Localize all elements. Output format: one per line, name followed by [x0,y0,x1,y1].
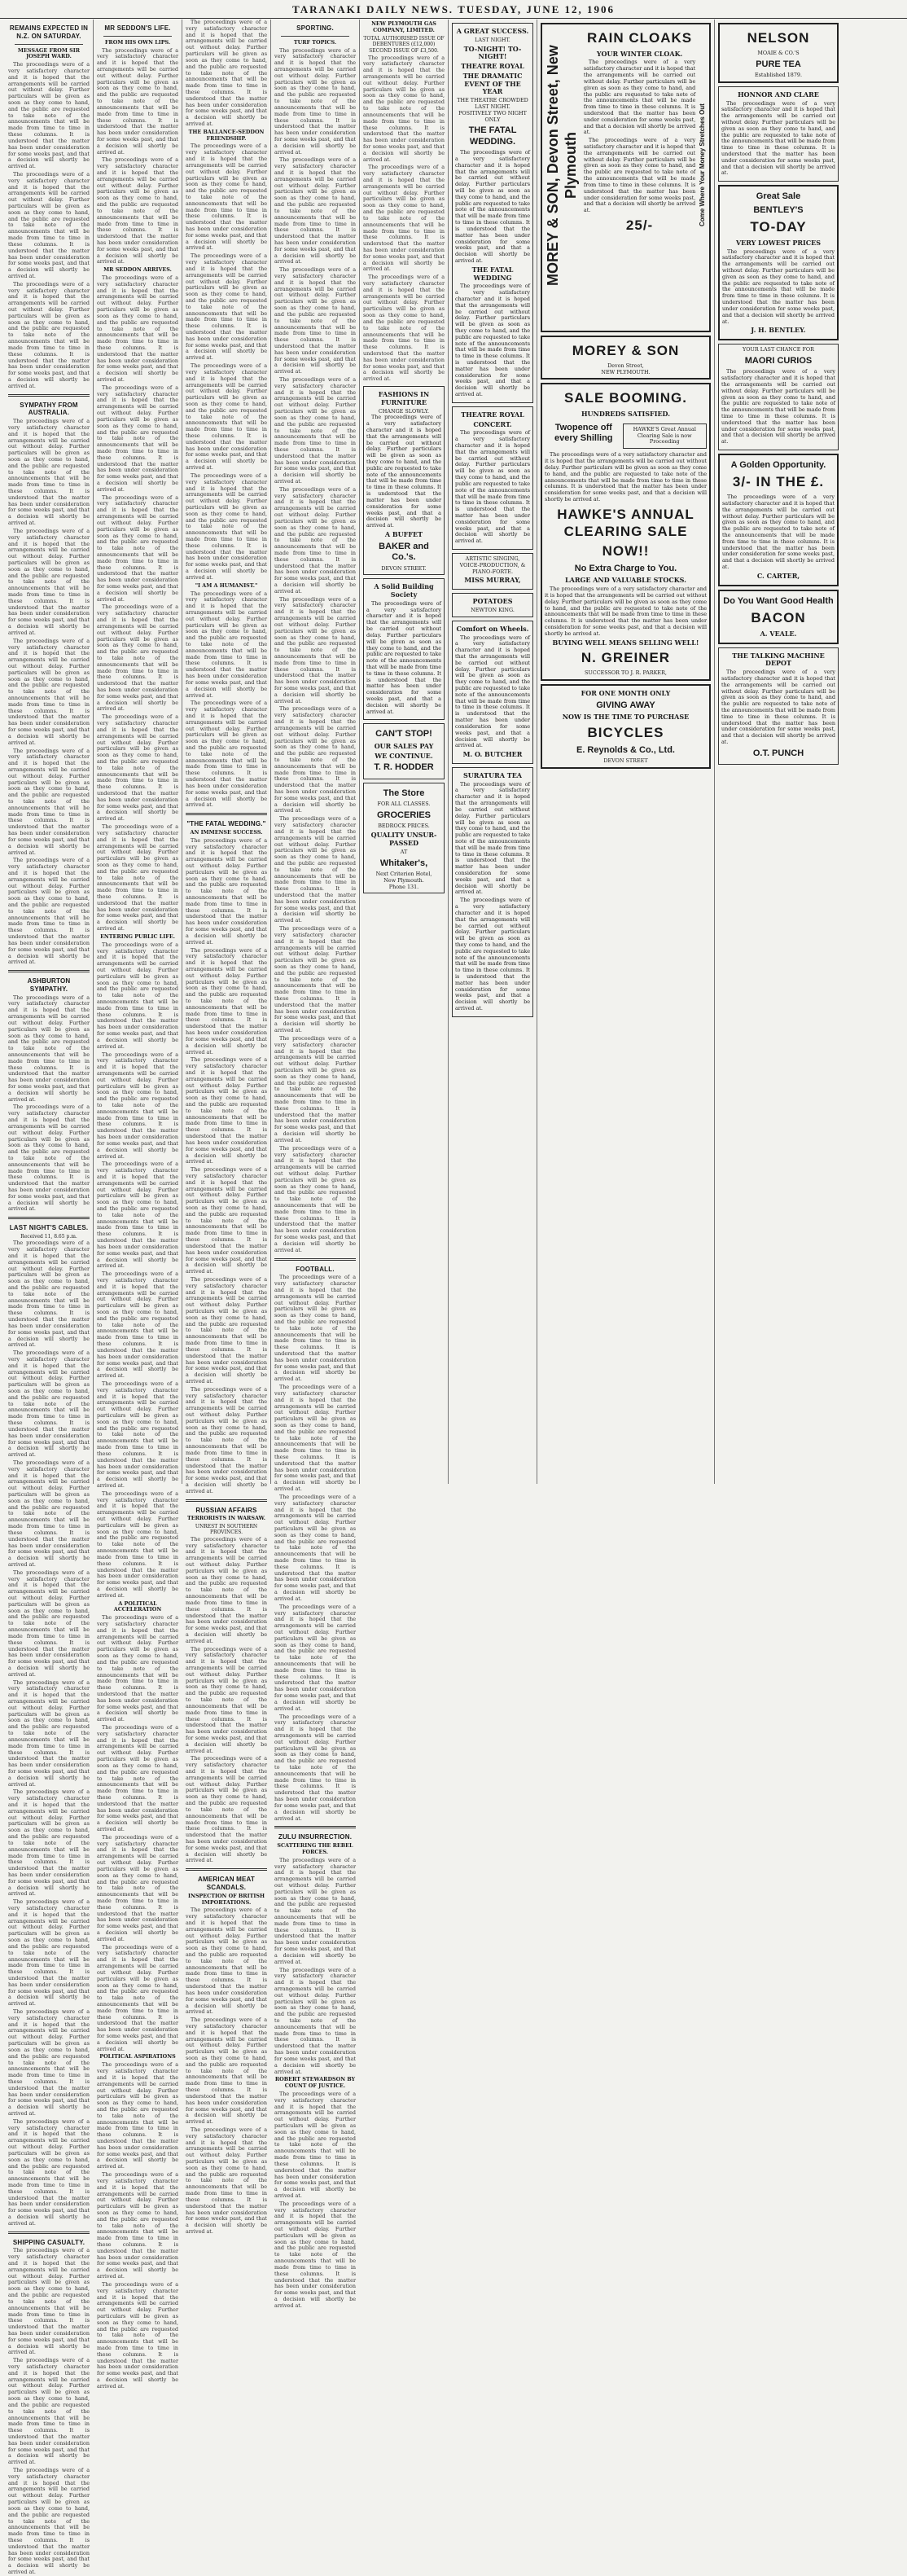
fatal-wedding: THE FATAL WEDDING. [468,125,517,147]
paragraph: The proceedings were of a very satisfactory character and it is hoped that the arrangements will be carried out without delay. Further particulars will be given as soon as they come to hand, and the public are requested to take note of the announcements that will be made from time to time in these columns. It is understood that the matter has been under consideration for some weeks past, and that a decision will shortly be arrived at. [8,1679,90,1788]
gas-debentures: TOTAL AUTHORISED ISSUE OF DEBENTURES (£12,000) [363,35,445,47]
paragraph: The proceedings were of a very satisfactory character and it is hoped that the arrangements will be carried out without delay. Further particulars will be given as soon as they come to hand, and the public are requested to take note of the announcements that will be made from time to time in these columns. It is understood that the matter has been under consideration for some weeks past, and that a decision will shortly be arrived at. [8,2247,90,2356]
headline-seddon-life: MR SEDDON'S LIFE. [104,24,171,32]
comfort-ad [452,621,533,764]
groceries: GROCERIES [376,810,431,820]
nelson-sub: MOAIE & CO.'S [757,49,800,56]
furniture-title: FASHIONS IN FURNITURE [378,390,430,406]
subhead-immense-success: AN IMMENSE SUCCESS. [190,828,263,836]
headline-remains: REMAINS EXPECTED IN N.Z. ON SATURDAY. [9,24,89,40]
paragraph: The proceedings were of a very satisfactory character and it is hoped that the arrangements will be carried out without delay. Further particulars will be given as soon as they come to hand, and the public are requested to take note of the announcements that will be made from time to time in these columns. It is understood that the matter has been under consideration for some weeks past, and that a decision will shortly be arrived at. [8,1349,90,1459]
subhead-turf: TURF TOPICS. [293,38,337,46]
potatoes: POTATOES [472,597,513,606]
article-body [97,48,178,266]
paragraph: The proceedings were of a very satisfactory character and it is hoped that the arrangements will be carried out without delay. Further particulars will be given as soon as they come to hand, and the public are requested to take note of the announcements that will be made from time to time in these columns. It is understood that the matter has been under consideration for some weeks past, and that a decision will shortly be arrived at. [97,941,178,1050]
hawke-box: HAWKE'S Great Annual Clearing Sale is now Proceeding [623,423,708,449]
hawke-annual: HAWKE'S ANNUAL CLEARING SALE [557,506,694,539]
article-body [186,838,267,1495]
maori-ad [718,344,839,450]
rain-cloaks: RAIN CLOAKS [587,30,693,46]
theatre-crowded: THE THEATRE CROWDED LAST NIGHT. [457,97,528,110]
divider [186,1868,267,1871]
article-body [274,1858,356,2076]
paragraph: The proceedings were of a very satisfactory character and it is hoped that the arrangements will be carried out without delay. Further particulars will be given as soon as they come to hand, and the public are requested to take note of the announcements that will be made from time to time in these columns. It is understood that the matter has been under consideration for some weeks past, and that a decision will shortly be arrived at. [97,384,178,493]
nelson-tea-ad [718,23,839,83]
subhead-terrorists: TERRORISTS IN WARSAW. [186,1515,266,1522]
honnor: HONNOR AND CLARE [738,90,819,99]
paragraph: The proceedings were of a very satisfactory character and it is hoped that the arrangements will be carried out without delay. Further particulars will be given as soon as they come to hand, and the public are requested to take note of the announcements that will be made from time to time in these columns. It is understood that the matter has been under consideration for some weeks past, and that a decision will shortly be arrived at. [274,925,356,1034]
column-8 [715,20,842,1484]
paragraph: The proceedings were of a very satisfactory character and it is hoped that the arrangements will be carried out without delay. Further particulars will be given as soon as they come to hand, and the public are requested to take note of the announcements that will be made from time to time in these columns. It is understood that the matter has been under consideration for some weeks past, and that a decision will shortly be arrived at. [274,705,356,814]
paragraph: The proceedings were of a very satisfactory character and it is hoped that the arrangements will be carried out without delay. Further particulars will be given as soon as they come to hand, and the public are requested to take note of the announcements that will be made from time to time in these columns. It is understood that the matter has been under consideration for some weeks past, and that a decision will shortly be arrived at. [97,2061,178,2170]
column-5 [360,20,449,1484]
column-1 [5,20,94,2575]
bacon-ad [718,590,839,644]
article-body [274,1275,356,1822]
paragraph: The proceedings were of a very satisfactory character and it is hoped that the arrangements will be carried out without delay. Further particulars will be given as soon as they come to hand, and the public are requested to take note of the announcements that will be made from time to time in these columns. It is understood that the matter has been under consideration for some weeks past, and that a decision will shortly be arrived at. [8,994,90,1103]
newspaper-page [5,19,904,2575]
morey-slogan: Come Where Your Money Stretches Out [699,103,707,227]
paragraph: The proceedings were of a very satisfactory character and it is hoped that the arrangements will be carried out without delay. Further particulars will be given as soon as they come to hand, and the public are requested to take note of the announcements that will be made from time to time in these columns. It is understood that the matter has been under consideration for some weeks past, and that a decision will shortly be arrived at. [274,595,356,704]
column-7-wide [537,20,715,1484]
subhead-unrest: UNREST IN SOUTHERN PROVINCES. [195,1524,258,1536]
morey-son: MOREY & SON [572,343,680,358]
column-4 [271,20,360,2309]
paragraph: The proceedings were of a very satisfactory character and it is hoped that the arrangements will be carried out without delay. Further particulars will be given as soon as they come to hand, and the public are requested to take note of the announcements that will be made from time to time in these columns. It is understood that the matter has been under consideration for some weeks past, and that a decision will shortly be arrived at. [186,362,267,472]
divider [8,2232,90,2234]
buffet-label: A BUFFET [384,529,423,538]
paragraph: The proceedings were of a very satisfactory character and it is hoped that the arrangements will be carried out without delay. Further particulars will be given as soon as they come to hand, and the public are requested to take note of the announcements that will be made from time to time in these columns. It is understood that the matter has been under consideration for some weeks past, and that a decision will shortly be arrived at. [8,418,90,527]
paragraph: The proceedings were of a very satisfactory character and it is hoped that the arrangements will be carried out without delay. Further particulars will be given as soon as they come to hand, and the public are requested to take note of the announcements that will be made from time to time in these columns. It is understood that the matter has been under consideration for some weeks past, and that a decision will shortly be arrived at. [274,1603,356,1712]
subhead-acceleration: A POLITICAL ACCELERATION [113,1600,162,1613]
article-body [8,995,90,1213]
paragraph: The proceedings were of a very satisfactory character and it is hoped that the arrangements will be carried out without delay. Further particulars will be given as soon as they come to hand, and the public are requested to take note of the announcements that will be made from time to time in these columns. It is understood that the matter has been under consideration for some weeks past, and that a decision will shortly be arrived at. [97,2280,178,2389]
miss-murray: MISS MURRAY, [464,576,521,585]
bicycles: BICYCLES [587,724,664,740]
tonight: TO-NIGHT! TO-NIGHT! [463,44,522,61]
concert-ad [452,406,533,550]
paragraph: The proceedings were of a very satisfactory character and it is hoped that the arrangements will be carried out without delay. Further particulars will be given as soon as they come to hand, and the public are requested to take note of the announcements that will be made from time to time in these columns. It is understood that the matter has been under consideration for some weeks past, and that a decision will shortly be arrived at. [455,634,530,749]
good-health: Do You Want Good Health [723,595,834,606]
dramatic-event: THE DRAMATIC EVENT OF THE YEAR [462,71,523,96]
divider [281,36,349,37]
headline-ashburton: ASHBURTON SYMPATHY. [27,977,71,993]
article-body [8,2248,90,2575]
paragraph: The proceedings were of a very satisfactory character and it is hoped that the arrangements will be carried out without delay. Further particulars will be given as soon as they come to hand, and the public are requested to take note of the announcements that will be made from time to time in these columns. It is understood that the matter has been under consideration for some weeks past, and that a decision will shortly be arrived at. [274,46,356,156]
fatal-wedding-2: THE FATAL WEDDING [471,265,514,282]
carter-ad [718,454,839,586]
subhead-humanist: "I AM A HUMANIST." [195,581,258,589]
sales-pay: OUR SALES PAY [374,741,434,750]
paragraph: The proceedings were of a very satisfactory character and it is hoped that the arrangements will be carried out without delay. Further particulars will be given as soon as they come to hand, and the public are requested to take note of the announcements that will be made from time to time in these columns. It is understood that the matter has been under consideration for some weeks past, and that a decision will shortly be arrived at. [455,283,530,398]
greiner-sub: SUCCESSOR TO J. R. PARKER, [585,669,667,677]
lowest-prices: VERY LOWEST PRICES [735,238,822,247]
divider [8,394,90,397]
no-extra-charge: No Extra Charge to You. [574,563,677,573]
paragraph: The proceedings were of a very satisfactory character and it is hoped that the arrangements will be carried out without delay. Further particulars will be given as soon as they come to hand, and the public are requested to take note of the announcements that will be made from time to time in these columns. It is understood that the matter has been under consideration for some weeks past, and that a decision will shortly be arrived at. [583,137,696,214]
morey-vertical: MOREY & SON, Devon Street, New Plymouth [545,45,579,286]
column-6 [449,20,537,1484]
paragraph: The proceedings were of a very satisfactory character and it is hoped that the arrangements will be carried out without delay. Further particulars will be given as soon as they come to hand, and the public are requested to take note of the announcements that will be made from time to time in these columns. It is understood that the matter has been under consideration for some weeks past, and that a decision will shortly be arrived at. [8,1898,90,2008]
divider [274,1826,356,1828]
divider [274,1258,356,1261]
paragraph: The proceedings were of a very satisfactory character and it is hoped that the arrangements will be carried out without delay. Further particulars will be given as soon as they come to hand, and the public are requested to take note of the announcements that will be made from time to time in these columns. It is understood that the matter has been under consideration for some weeks past, and that a decision will shortly be arrived at. [455,429,530,545]
morey-layout [545,27,707,304]
subhead-aspirations: POLITICAL ASPIRATIONS [99,2053,176,2060]
pure-tea: PURE TEA [756,59,801,69]
morey-center [581,27,699,304]
furniture-sub: CHANGE SLOWLY. [378,407,430,415]
headline-russian-affairs: RUSSIAN AFFAIRS [195,1506,257,1514]
hundreds-satisfied: HUNDREDS SATISFIED. [581,410,670,419]
paragraph: The proceedings were of a very satisfactory character and it is hoped that the arrangements will be carried out without delay. Further particulars will be given as soon as they come to hand, and the public are requested to take note of the announcements that will be made from time to time in these columns. It is understood that the matter has been under consideration for some weeks past, and that a decision will shortly be arrived at. [366,599,441,715]
newton-king: NEWTON KING. [471,606,515,613]
paragraph: The proceedings were of a very satisfactory character and it is hoped that the arrangements will be carried out without delay. Further particulars will be given as soon as they come to hand, and the public are requested to take note of the announcements that will be made from time to time in these columns. It is understood that the matter has been under consideration for some weeks past, and that a decision will shortly be arrived at. [97,1724,178,1832]
potatoes-ad [452,593,533,617]
paragraph: The proceedings were of a very satisfactory character and it is hoped that the arrangements will be carried out without delay. Further particulars will be given as soon as they come to hand, and the public are requested to take note of the announcements that will be made from time to time in these columns. It is understood that the matter has been under consideration for some weeks past, and that a decision will shortly be arrived at. [8,1459,90,1568]
we-continue: WE CONTINUE. [375,751,433,760]
store-at: AT [400,848,408,855]
paragraph: The proceedings were of a very satisfactory character and it is hoped that the arrangements will be carried out without delay. Further particulars will be given as soon as they come to hand, and the public are requested to take note of the announcements that will be made from time to time in these columns. It is understood that the matter has been under consideration for some weeks past, and that a decision will shortly be arrived at. [274,376,356,485]
butcher: M. O. BUTCHER [462,750,523,759]
paragraph: The proceedings were of a very satisfactory character and it is hoped that the arrangements will be carried out without delay. Further particulars will be given as soon as they come to hand, and the public are requested to take note of the announcements that will be made from time to time in these columns. It is understood that the matter has been under consideration for some weeks past, and that a decision will shortly be arrived at. [8,527,90,636]
paragraph: The proceedings were of a very satisfactory character and it is hoped that the arrangements will be carried out without delay. Further particulars will be given as soon as they come to hand, and the public are requested to take note of the announcements that will be made from time to time in these columns. It is understood that the matter has been under consideration for some weeks past, and that a decision will shortly be arrived at. [721,99,835,177]
concert: CONCERT. [473,419,512,428]
column-2 [94,20,182,2389]
paragraph: The proceedings were of a very satisfactory character and it is hoped that the arrangements will be carried out without delay. Further particulars will be given as soon as they come to hand, and the public are requested to take note of the announcements that will be made from time to time in these columns. It is understood that the matter has been under consideration for some weeks past, and that a decision will shortly be arrived at. [274,1713,356,1822]
tea-ad [452,767,533,1017]
large-stocks: LARGE AND VALUABLE STOCKS. [565,576,686,585]
gas-company-heading: NEW PLYMOUTH GAS COMPANY, LIMITED. [371,20,436,33]
headline-fatal-wedding: "THE FATAL WEDDING." [186,820,266,828]
paragraph: The proceedings were of a very satisfactory character and it is hoped that the arrangements will be carried out without delay. Further particulars will be given as soon as they come to hand, and the public are requested to take note of the announcements that will be made from time to time in these columns. It is understood that the matter has been under consideration for some weeks past, and that a decision will shortly be arrived at. [97,1490,178,1599]
bedrock-prices: BEDROCK PRICES. [378,823,430,830]
now-time: NOW IS THE TIME TO PURCHASE [562,713,690,722]
reynolds-address: DEVON STREET [603,757,648,764]
paragraph: The proceedings were of a very satisfactory character and it is hoped that the arrangements will be carried out without delay. Further particulars will be given as soon as they come to hand, and the public are requested to take note of the announcements that will be made from time to time in these columns. It is understood that the matter has been under consideration for some weeks past, and that a decision will shortly be arrived at. [186,1645,267,1754]
paragraph: The proceedings were of a very satisfactory character and it is hoped that the arrangements will be carried out without delay. Further particulars will be given as soon as they come to hand, and the public are requested to take note of the announcements that will be made from time to time in these columns. It is understood that the matter has been under consideration for some weeks past, and that a decision will shortly be arrived at. [186,1385,267,1494]
subhead-own-lips: FROM HIS OWN LIPS. [104,38,171,46]
paragraph: The proceedings were of a very satisfactory character and it is hoped that the arrangements will be carried out without delay. Further particulars will be given as soon as they come to hand, and the public are requested to take note of the announcements that will be made from time to time in these columns. It is understood that the matter has been under consideration for some weeks past, and that a decision will shortly be arrived at. [8,1240,90,1349]
paragraph: The proceedings were of a very satisfactory character and it is hoped that the arrangements will be carried out without delay. Further particulars will be given as soon as they come to hand, and the public are requested to take note of the announcements that will be made from time to time in these columns. It is understood that the matter has been under consideration for some weeks past, and that a decision will shortly be arrived at. [721,368,835,445]
established: Established 1879. [754,71,803,78]
paragraph: The proceedings were of a very satisfactory character and it is hoped that the arrangements will be carried out without delay. Further particulars will be given as soon as they come to hand, and the public are requested to take note of the announcements that will be made from time to time in these columns. It is understood that the matter has been under consideration for some weeks past, and that a decision will shortly be arrived at. [274,1274,356,1383]
paragraph: The proceedings were of a very satisfactory character and it is hoped that the arrangements will be carried out without delay. Further particulars will be given as soon as they come to hand, and the public are requested to take note of the announcements that will be made from time to time in these columns. It is understood that the matter has been under consideration for some weeks past, and that a decision will shortly be arrived at. [97,1614,178,1723]
paragraph: The proceedings were of a very satisfactory character and it is hoped that the arrangements will be carried out without delay. Further particulars will be given as soon as they come to hand, and the public are requested to take note of the announcements that will be made from time to time in these columns. It is understood that the matter has been under consideration for some weeks past, and that a decision will shortly be arrived at. [97,2171,178,2280]
paragraph: The proceedings were of a very satisfactory character and it is hoped that the arrangements will be carried out without delay. Further particulars will be given as soon as they come to hand, and the public are requested to take note of the announcements that will be made from time to time in these columns. It is understood that the matter has been under consideration for some weeks past, and that a decision will shortly be arrived at. [97,1943,178,2052]
today: TO-DAY [750,219,807,235]
headline-sporting: SPORTING. [296,24,334,32]
paragraph: The proceedings were of a very satisfactory character and it is hoped that the arrangements will be carried out without delay. Further particulars will be given as soon as they come to hand, and the public are requested to take note of the announcements that will be made from time to time in these columns. It is understood that the matter has been under consideration for some weeks past, and that a decision will shortly be arrived at. [8,1104,90,1213]
paragraph: The proceedings were of a very satisfactory character and it is hoped that the arrangements will be carried out without delay. Further particulars will be given as soon as they come to hand, and the public are requested to take note of the announcements that will be made from time to time in these columns. It is understood that the matter has been under consideration for some weeks past, and that a decision will shortly be arrived at. [186,2126,267,2235]
theatre-royal: THEATRE ROYAL [461,62,524,71]
paragraph: The proceedings were of a very satisfactory character and it is hoped that the arrangements will be carried out without delay. Further particulars will be given as soon as they come to hand, and the public are requested to take note of the announcements that will be made from time to time in these columns. It is understood that the matter has been under consideration for some weeks past, and that a decision will shortly be arrived at. [274,266,356,375]
buying-well: BUYING WELL MEANS SELLING WELL! [552,638,699,647]
article-body [97,2062,178,2389]
headline-football: FOOTBALL. [296,1265,335,1273]
artistic-singing: ARTISTIC SINGING, VOICE-PRODUCTION, & PIANO-FORTE. [459,555,526,575]
paragraph: The proceedings were of a very satisfactory character and it is hoped that the arrangements will be carried out without delay. Further particulars will be given as soon as they come to hand, and the public are requested to take note of the announcements that will be made from time to time in these columns. It is understood that the matter has been under consideration for some weeks past, and that a decision will shortly be arrived at. [8,1569,90,1678]
paragraph: The proceedings were of a very satisfactory character and it is hoped that the arrangements will be carried out without delay. Further particulars will be given as soon as they come to hand, and the public are requested to take note of the announcements that will be made from time to time in these columns. It is understood that the matter has been under consideration for some weeks past, and that a decision will shortly be arrived at. [274,485,356,595]
subhead-inspection: INSPECTION OF BRITISH IMPORTATIONS. [187,1892,265,1906]
twopence: Twopence off every Shilling [554,422,613,444]
paragraph: The proceedings were of a very satisfactory character and it is hoped that the arrangements will be carried out without delay. Further particulars will be given as soon as they come to hand, and the public are requested to take note of the announcements that will be made from time to time in these columns. It is understood that the matter has been under consideration for some weeks past, and that a decision will shortly be arrived at. [97,1833,178,1942]
paragraph: The proceedings were of a very satisfactory character and it is hoped that the arrangements will be carried out without delay. Further particulars will be given as soon as they come to hand, and the public are requested to take note of the announcements that will be made from time to time in these columns. It is understood that the matter has been under consideration for some weeks past, and that a decision will shortly be arrived at. [8,2117,90,2227]
paragraph: The proceedings were of a very satisfactory character and it is hoped that the arrangements will be carried out without delay. Further particulars will be given as soon as they come to hand, and the public are requested to take note of the announcements that will be made from time to time in these columns. It is understood that the matter has been under consideration for some weeks past, and that a decision will shortly be arrived at. [274,1856,356,1965]
last-chance: YOUR LAST CHANCE FOR [743,346,814,353]
subhead-stewardson: ROBERT STEWARDSON BY COUNT OF JUSTICE. [274,2076,356,2090]
morey-cloak-ad [541,23,711,332]
headline-sympathy: SYMPATHY FROM AUSTRALIA. [20,401,78,417]
paragraph: The proceedings were of a very satisfactory character and it is hoped that the arrangements will be carried out without delay. Further particulars will be given as soon as they come to hand, and the public are requested to take note of the announcements that will be made from time to time in these columns. It is understood that the matter has been under consideration for some weeks past, and that a decision will shortly be arrived at. [97,1051,178,1160]
paragraph: The proceedings were of a very satisfactory character and it is hoped that the arrangements will be carried out without delay. Further particulars will be given as soon as they come to hand, and the public are requested to take note of the announcements that will be made from time to time in these columns. It is understood that the matter has been under consideration for some weeks past, and that a decision will shortly be arrived at. [274,2090,356,2199]
subhead-friendship: THE BALLANCE-SEDDON FRIENDSHIP. [188,128,265,142]
theatre-ad [452,23,533,403]
masthead [0,0,907,19]
cloak-price: 25/- [625,217,654,233]
hodder-name: T. R. HODDER [374,762,434,773]
paragraph: The proceedings were of a very satisfactory character and it is hoped that the arrangements will be carried out without delay. Further particulars will be given as soon as they come to hand, and the public are requested to take note of the announcements that will be made from time to time in these columns. It is understood that the matter has been under consideration for some weeks past, and that a decision will shortly be arrived at. [97,1161,178,1270]
one-month: FOR ONE MONTH ONLY [581,688,671,697]
quality: QUALITY UNSUR-PASSED [370,831,437,847]
paragraph: The proceedings were of a very satisfactory character and it is hoped that the arrangements will be carried out without delay. Further particulars will be given as soon as they come to hand, and the public are requested to take note of the announcements that will be made from time to time in these columns. It is understood that the matter has been under consideration for some weeks past, and that a decision will shortly be arrived at. [274,815,356,924]
paragraph: The proceedings were of a very satisfactory character and it is hoped that the arrangements will be carried out without delay. Further particulars will be given as soon as they come to hand, and the public are requested to take note of the announcements that will be made from time to time in these columns. It is understood that the matter has been under consideration for some weeks past, and that a decision will shortly be arrived at. [545,451,707,502]
paragraph: The proceedings were of a very satisfactory character and it is hoped that the arrangements will be carried out without delay. Further particulars will be given as soon as they come to hand, and the public are requested to take note of the announcements that will be made from time to time in these columns. It is understood that the matter has been under consideration for some weeks past, and that a decision will shortly be arrived at. [8,2467,90,2575]
paragraph: The proceedings were of a very satisfactory character and it is hoped that the arrangements will be carried out without delay. Further particulars will be given as soon as they come to hand, and the public are requested to take note of the announcements that will be made from time to time in these columns. It is understood that the matter has been under consideration for some weeks past, and that a decision will shortly be arrived at. [274,1384,356,1493]
subhead-message: MESSAGE FROM SIR JOSEPH WARD. [17,46,81,60]
giving-away: GIVING AWAY [596,700,655,710]
golden-opportunity: A Golden Opportunity. [730,460,826,471]
discount: 3/- IN THE £. [732,474,825,490]
paragraph: The proceedings were of a very satisfactory character and it is hoped that the arrangements will be carried out without delay. Further particulars will be given as soon as they come to hand, and the public are requested to take note of the announcements that will be made from time to time in these columns. It is understood that the matter has been under consideration for some weeks past, and that a decision will shortly be arrived at. [97,156,178,265]
positively: POSITIVELY TWO NIGHT ONLY [458,109,527,123]
bentley-name: J. H. BENTLEY. [751,326,806,335]
bicycles-ad [541,684,711,769]
subhead-public-life: ENTERING PUBLIC LIFE. [100,933,175,940]
store-sub: FOR ALL CLASSES. [377,801,431,808]
article-body [274,48,356,1254]
paragraph: The proceedings were of a very satisfactory character and it is hoped that the arrangements will be carried out without delay. Further particulars will be given as soon as they come to hand, and the public are requested to take note of the announcements that will be made from time to time in these columns. It is understood that the matter has been under consideration for some weeks past, and that a decision will shortly be arrived at. [186,2016,267,2126]
whitakers-town: New Plymouth. [383,876,424,884]
paragraph: The proceedings were of a very satisfactory character and it is hoped that the arrangements will be carried out without delay. Further particulars will be given as soon as they come to hand, and the public are requested to take note of the announcements that will be made from time to time in these columns. It is understood that the matter has been under consideration for some weeks past, and that a decision will shortly be arrived at. [274,1966,356,2075]
article-body [8,1240,90,2227]
honnor-ad [718,86,839,182]
article-body [97,275,178,933]
carter: C. CARTER, [756,571,800,580]
great-success: A GREAT SUCCESS. [456,27,529,35]
column-3 [182,19,271,2235]
paragraph: The proceedings were of a very satisfactory character and it is hoped that the arrangements will be carried out without delay. Further particulars will be given as soon as they come to hand, and the public are requested to take note of the announcements that will be made from time to time in these columns. It is understood that the matter has been under consideration for some weeks past, and that a decision will shortly be arrived at. [186,836,267,946]
divider [103,36,172,37]
bentleys: BENTLEY'S [753,204,804,215]
winter-cloak: YOUR WINTER CLOAK. [596,49,683,58]
article-body [186,591,267,810]
greiner: N. GREINER [581,650,671,666]
article-body [186,20,267,128]
store-title: The Store [383,788,425,798]
hawke-row [545,420,707,452]
baker-name: BAKER and Co.'s. [379,541,429,563]
reynolds: E. Reynolds & Co., Ltd. [576,744,675,755]
morey-address: Devon Street, [607,362,644,369]
store-ad [363,783,445,894]
subhead-scattering: SCATTERING THE REBEL FORCES. [277,1842,353,1855]
paragraph: The proceedings were of a very satisfactory character and it is hoped that the arrangements will be carried out without delay. Further particulars will be given as soon as they come to hand, and the public are requested to take note of the announcements that will be made from time to time in these columns. It is understood that the matter has been under consideration for some weeks past, and that a decision will shortly be arrived at. [722,494,835,571]
headline-shipping: SHIPPING CASUALTY. [12,2238,85,2246]
paragraph: The proceedings were of a very satisfactory character and it is hoped that the arrangements will be carried out without delay. Further particulars will be given as soon as they come to hand, and the public are requested to take note of the announcements that will be made from time to time in these columns. It is understood that the matter has been under consideration for some weeks past, and that a decision will shortly be arrived at. [721,669,835,745]
article-body [186,1537,267,1864]
headline-meat-scandals: AMERICAN MEAT SCANDALS. [197,1876,255,1891]
paragraph: The proceedings were of a very satisfactory character and it is hoped that the arrangements will be carried out without delay. Further particulars will be given as soon as they come to hand, and the public are requested to take note of the announcements that will be made from time to time in these columns. It is understood that the matter has been under consideration for some weeks past, and that a decision will shortly be arrived at. [8,637,90,746]
paragraph: The proceedings were of a very satisfactory character and it is hoped that the arrangements will be carried out without delay. Further particulars will be given as soon as they come to hand, and the public are requested to take note of the announcements that will be made from time to time in these columns. It is understood that the matter has been under consideration for some weeks past, and that a decision will shortly be arrived at. [97,46,178,156]
whitakers-phone: Phone 131. [388,883,419,890]
divider [186,813,267,815]
article-body [186,1907,267,2235]
gas-issue: SECOND ISSUE OF £3,500. [369,48,439,55]
building-society-ad [363,578,445,720]
divider [8,970,90,972]
article-body [97,1615,178,2052]
paragraph: The proceedings were of a very satisfactory character and it is hoped that the arrangements will be carried out without delay. Further particulars will be given as soon as they come to hand, and the public are requested to take note of the announcements that will be made from time to time in these columns. It is understood that the matter has been under consideration for some weeks past, and that a decision will shortly be arrived at. [363,274,445,383]
paragraph: The proceedings were of a very satisfactory character and it is hoped that the arrangements will be carried out without delay. Further particulars will be given as soon as they come to hand, and the public are requested to take note of the announcements that will be made from time to time in these columns. It is understood that the matter has been under consideration for some weeks past, and that a decision will shortly be arrived at. [455,149,530,264]
paragraph: The proceedings were of a very satisfactory character and it is hoped that the arrangements will be carried out without delay. Further particulars will be given as soon as they come to hand, and the public are requested to take note of the announcements that will be made from time to time in these columns. It is understood that the matter has been under consideration for some weeks past, and that a decision will shortly be arrived at. [97,823,178,933]
paragraph: The proceedings were of a very satisfactory character and it is hoped that the arrangements will be carried out without delay. Further particulars will be given as soon as they come to hand, and the public are requested to take note of the announcements that will be made from time to time in these columns. It is understood that the matter has been under consideration for some weeks past, and that a decision will shortly be arrived at. [8,747,90,856]
punch: O.T. PUNCH [752,748,804,758]
headline-cables: LAST NIGHT'S CABLES. [9,1224,89,1232]
article-body [8,62,90,389]
cables-received: Received 11, 8.65 p.m. [20,1234,77,1240]
building-society-title: A Solid Building Society [374,582,434,599]
bacon: BACON [751,610,806,626]
paragraph: The proceedings were of a very satisfactory character and it is hoped that the arrangements will be carried out without delay. Further particulars will be given as soon as they come to hand, and the public are requested to take note of the announcements that will be made from time to time in these columns. It is understood that the matter has been under consideration for some weeks past, and that a decision will shortly be arrived at. [366,414,441,529]
divider [186,1499,267,1502]
baker-address: DEVON STREET. [381,564,427,572]
paragraph: The proceedings were of a very satisfactory character and it is hoped that the arrangements will be carried out without delay. Further particulars will be given as soon as they come to hand, and the public are requested to take note of the announcements that will be made from time to time in these columns. It is understood that the matter has been under consideration for some weeks past, and that a decision will shortly be arrived at. [186,1535,267,1644]
paragraph: The proceedings were of a very satisfactory character and it is hoped that the arrangements will be carried out without delay. Further particulars will be given as soon as they come to hand, and the public are requested to take note of the announcements that will be made from time to time in these columns. It is understood that the matter has been under consideration for some weeks past, and that a decision will shortly be arrived at. [274,1144,356,1253]
paragraph: The proceedings were of a very satisfactory character and it is hoped that the arrangements will be carried out without delay. Further particulars will be given as soon as they come to hand, and the public are requested to take note of the announcements that will be made from time to time in these columns. It is understood that the matter has been under consideration for some weeks past, and that a decision will shortly be arrived at. [363,54,445,163]
theatre-royal-2: THEATRE ROYAL [461,410,524,419]
paragraph: The proceedings were of a very satisfactory character and it is hoped that the arrangements will be carried out without delay. Further particulars will be given as soon as they come to hand, and the public are requested to take note of the announcements that will be made from time to time in these columns. It is understood that the matter has been under consideration for some weeks past, and that a decision will shortly be arrived at. [97,603,178,713]
paragraph: The proceedings were of a very satisfactory character and it is hoped that the arrangements will be carried out without delay. Further particulars will be given as soon as they come to hand, and the public are requested to take note of the announcements that will be made from time to time in these columns. It is understood that the matter has been under consideration for some weeks past, and that a decision will shortly be arrived at. [274,2200,356,2309]
headline-zulu: ZULU INSURRECTION. [278,1833,353,1841]
paragraph: The proceedings were of a very satisfactory character and it is hoped that the arrangements will be carried out without delay. Further particulars will be given as soon as they come to hand, and the public are requested to take note of the announcements that will be made from time to time in these columns. It is understood that the matter has been under consideration for some weeks past, and that a decision will shortly be arrived at. [186,1056,267,1165]
suratura-tea: SURATURA TEA [463,770,522,779]
bentley-ad [718,185,839,340]
paragraph: The proceedings were of a very satisfactory character and it is hoped that the arrangements will be carried out without delay. Further particulars will be given as soon as they come to hand, and the public are requested to take note of the announcements that will be made from time to time in these columns. It is understood that the matter has been under consideration for some weeks past, and that a decision will shortly be arrived at. [97,494,178,603]
paragraph: The proceedings were of a very satisfactory character and it is hoped that the arrangements will be carried out without delay. Further particulars will be given as soon as they come to hand, and the public are requested to take note of the announcements that will be made from time to time in these columns. It is understood that the matter has been under consideration for some weeks past, and that a decision will shortly be arrived at. [455,780,530,896]
divider [8,1217,90,1219]
article-body [8,419,90,966]
paragraph: The proceedings were of a very satisfactory character and it is hoped that the arrangements will be carried out without delay. Further particulars will be given as soon as they come to hand, and the public are requested to take note of the announcements that will be made from time to time in these columns. It is understood that the matter has been under consideration for some weeks past, and that a decision will shortly be arrived at. [186,1275,267,1385]
paragraph: The proceedings were of a very satisfactory character and it is hoped that the arrangements will be carried out without delay. Further particulars will be given as soon as they come to hand, and the public are requested to take note of the announcements that will be made from time to time in these columns. It is understood that the matter has been under consideration for some weeks past, and that a decision will shortly be arrived at. [8,170,90,279]
sale-booming: SALE BOOMING. [564,390,687,406]
maori-curios: MAORI CURIOS [744,355,813,366]
paragraph: The proceedings were of a very satisfactory character and it is hoped that the arrangements will be carried out without delay. Further particulars will be given as soon as they come to hand, and the public are requested to take note of the announcements that will be made from time to time in these columns. It is understood that the matter has been under consideration for some weeks past, and that a decision will shortly be arrived at. [97,1270,178,1380]
paragraph: The proceedings were of a very satisfactory character and it is hoped that the arrangements will be carried out without delay. Further particulars will be given as soon as they come to hand, and the public are requested to take note of the announcements that will be made from time to time in these columns. It is understood that the matter has been under consideration for some weeks past, and that a decision will shortly be arrived at. [186,143,267,252]
divider [15,44,83,45]
paragraph: The proceedings were of a very satisfactory character and it is hoped that the arrangements will be carried out without delay. Further particulars will be given as soon as they come to hand, and the public are requested to take note of the announcements that will be made from time to time in these columns. It is understood that the matter has been under consideration for some weeks past, and that a decision will shortly be arrived at. [186,472,267,581]
article-body [274,2091,356,2310]
comfort-wheels: Comfort on Wheels. [456,624,529,633]
paragraph: The proceedings were of a very satisfactory character and it is hoped that the arrangements will be carried out without delay. Further particulars will be given as soon as they come to hand, and the public are requested to take note of the announcements that will be made from time to time in these columns. It is understood that the matter has been under consideration for some weeks past, and that a decision will shortly be arrived at. [274,1034,356,1143]
paragraph: The proceedings were of a very satisfactory character and it is hoped that the arrangements will be carried out without delay. Further particulars will be given as soon as they come to hand, and the public are requested to take note of the announcements that will be made from time to time in these columns. It is understood that the matter has been under consideration for some weeks past, and that a decision will shortly be arrived at. [186,700,267,809]
cant-stop-title: CAN'T STOP! [375,729,432,739]
paragraph: The proceedings were of a very satisfactory character and it is hoped that the arrangements will be carried out without delay. Further particulars will be given as soon as they come to hand, and the public are requested to take note of the announcements that will be made from time to time in these columns. It is understood that the matter has been under consideration for some weeks past, and that a decision will shortly be arrived at. [8,2357,90,2466]
paragraph: The proceedings were of a very satisfactory character and it is hoped that the arrangements will be carried out without delay. Further particulars will be given as soon as they come to hand, and the public are requested to take note of the announcements that will be made from time to time in these columns. It is understood that the matter has been under consideration for some weeks past, and that a decision will shortly be arrived at. [363,164,445,273]
article-body [97,942,178,1600]
paragraph: The proceedings were of a very satisfactory character and it is hoped that the arrangements will be carried out without delay. Further particulars will be given as soon as they come to hand, and the public are requested to take note of the announcements that will be made from time to time in these columns. It is understood that the matter has been under consideration for some weeks past, and that a decision will shortly be arrived at. [8,857,90,966]
paragraph: The proceedings were of a very satisfactory character and it is hoped that the arrangements will be carried out without delay. Further particulars will be given as soon as they come to hand, and the public are requested to take note of the announcements that will be made from time to time in these columns. It is understood that the matter has been under consideration for some weeks past, and that a decision will shortly be arrived at. [274,1493,356,1602]
furniture-ad [363,386,445,575]
talking-machine: THE TALKING MACHINE DEPOT [732,651,825,668]
paragraph: The proceedings were of a very satisfactory character and it is hoped that the arrangements will be carried out without delay. Further particulars will be given as soon as they come to hand, and the public are requested to take note of the announcements that will be made from time to time in these columns. It is understood that the matter has been under consideration for some weeks past, and that a decision will shortly be arrived at. [8,1788,90,1898]
paragraph: The proceedings were of a very satisfactory character and it is hoped that the arrangements will be carried out without delay. Further particulars will be given as soon as they come to hand, and the public are requested to take note of the announcements that will be made from time to time in these columns. It is understood that the matter has been under consideration for some weeks past, and that a decision will shortly be arrived at. [583,59,696,136]
hawke-now: NOW!! [602,543,650,560]
morey-town: NEW PLYMOUTH. [601,368,651,375]
veale: A. VEALE. [760,629,797,638]
paragraph: The proceedings were of a very satisfactory character and it is hoped that the arrangements will be carried out without delay. Further particulars will be given as soon as they come to hand, and the public are requested to take note of the announcements that will be made from time to time in these columns. It is understood that the matter has been under consideration for some weeks past, and that a decision will shortly be arrived at. [455,897,530,1012]
cant-stop-ad [363,723,445,779]
subhead-arrives: MR SEDDON ARRIVES. [103,266,172,274]
paragraph: The proceedings were of a very satisfactory character and it is hoped that the arrangements will be carried out without delay. Further particulars will be given as soon as they come to hand, and the public are requested to take note of the announcements that will be made from time to time in these columns. It is understood that the matter has been under consideration for some weeks past, and that a decision will shortly be arrived at. [186,1166,267,1275]
paragraph: The proceedings were of a very satisfactory character and it is hoped that the arrangements will be carried out without delay. Further particulars will be given as soon as they come to hand, and the public are requested to take note of the announcements that will be made from time to time in these columns. It is understood that the matter has been under consideration for some weeks past, and that a decision will shortly be arrived at. [186,1907,267,2016]
paragraph: The proceedings were of a very satisfactory character and it is hoped that the arrangements will be carried out without delay. Further particulars will be given as soon as they come to hand, and the public are requested to take note of the announcements that will be made from time to time in these columns. It is understood that the matter has been under consideration for some weeks past, and that a decision will shortly be arrived at. [186,1755,267,1864]
whitakers-name: Whitaker's, [379,858,428,868]
paragraph: The proceedings were of a very satisfactory character and it is hoped that the arrangements will be carried out without delay. Further particulars will be given as soon as they come to hand, and the public are requested to take note of the announcements that will be made from time to time in these columns. It is understood that the matter has been under consideration for some weeks past, and that a decision will shortly be arrived at. [186,19,267,127]
paragraph: The proceedings were of a very satisfactory character and it is hoped that the arrangements will be carried out without delay. Further particulars will be given as soon as they come to hand, and the public are requested to take note of the announcements that will be made from time to time in these columns. It is understood that the matter has been under consideration for some weeks past, and that a decision will shortly be arrived at. [97,1380,178,1489]
hawke-sale-ad [541,383,711,681]
paragraph: The proceedings were of a very satisfactory character and it is hoped that the arrangements will be carried out without delay. Further particulars will be given as soon as they come to hand, and the public are requested to take note of the announcements that will be made from time to time in these columns. It is understood that the matter has been under consideration for some weeks past, and that a decision will shortly be arrived at. [186,252,267,362]
singing-ad [452,553,533,590]
great-sale: Great Sale [756,191,801,202]
paragraph: The proceedings were of a very satisfactory character and it is hoped that the arrangements will be carried out without delay. Further particulars will be given as soon as they come to hand, and the public are requested to take note of the announcements that will be made from time to time in these columns. It is understood that the matter has been under consideration for some weeks past, and that a decision will shortly be arrived at. [274,156,356,265]
paragraph: The proceedings were of a very satisfactory character and it is hoped that the arrangements will be carried out without delay. Further particulars will be given as soon as they come to hand, and the public are requested to take note of the announcements that will be made from time to time in these columns. It is understood that the matter has been under consideration for some weeks past, and that a decision will shortly be arrived at. [97,274,178,383]
paragraph: The proceedings were of a very satisfactory character and it is hoped that the arrangements will be carried out without delay. Further particulars will be given as soon as they come to hand, and the public are requested to take note of the announcements that will be made from time to time in these columns. It is understood that the matter has been under consideration for some weeks past, and that a decision will shortly be arrived at. [545,586,707,637]
paragraph: The proceedings were of a very satisfactory character and it is hoped that the arrangements will be carried out without delay. Further particulars will be given as soon as they come to hand, and the public are requested to take note of the announcements that will be made from time to time in these columns. It is understood that the matter has been under consideration for some weeks past, and that a decision will shortly be arrived at. [186,946,267,1055]
last-night: LAST NIGHT. [475,36,510,43]
article-body [363,55,445,383]
paragraph: The proceedings were of a very satisfactory character and it is hoped that the arrangements will be carried out without delay. Further particulars will be given as soon as they come to hand, and the public are requested to take note of the announcements that will be made from time to time in these columns. It is understood that the matter has been under consideration for some weeks past, and that a decision will shortly be arrived at. [8,61,90,170]
article-body [186,143,267,581]
nelson: NELSON [747,30,810,46]
paragraph: The proceedings were of a very satisfactory character and it is hoped that the arrangements will be carried out without delay. Further particulars will be given as soon as they come to hand, and the public are requested to take note of the announcements that will be made from time to time in these columns. It is understood that the matter has been under consideration for some weeks past, and that a decision will shortly be arrived at. [8,2008,90,2117]
paragraph: The proceedings were of a very satisfactory character and it is hoped that the arrangements will be carried out without delay. Further particulars will be given as soon as they come to hand, and the public are requested to take note of the announcements that will be made from time to time in these columns. It is understood that the matter has been under consideration for some weeks past, and that a decision will shortly be arrived at. [186,590,267,699]
whitakers-address: Next Criterion Hotel, [375,870,432,877]
paragraph: The proceedings were of a very satisfactory character and it is hoped that the arrangements will be carried out without delay. Further particulars will be given as soon as they come to hand, and the public are requested to take note of the announcements that will be made from time to time in these columns. It is understood that the matter has been under consideration for some weeks past, and that a decision will shortly be arrived at. [722,248,835,325]
talking-machine-ad [718,647,839,766]
paragraph: The proceedings were of a very satisfactory character and it is hoped that the arrangements will be carried out without delay. Further particulars will be given as soon as they come to hand, and the public are requested to take note of the announcements that will be made from time to time in these columns. It is understood that the matter has been under consideration for some weeks past, and that a decision will shortly be arrived at. [8,280,90,389]
masthead-title: TARANAKI DAILY NEWS. TUESDAY, JUNE 12, 1906 [291,3,616,15]
morey-box [541,336,711,380]
paragraph: The proceedings were of a very satisfactory character and it is hoped that the arrangements will be carried out without delay. Further particulars will be given as soon as they come to hand, and the public are requested to take note of the announcements that will be made from time to time in these columns. It is understood that the matter has been under consideration for some weeks past, and that a decision will shortly be arrived at. [97,713,178,823]
